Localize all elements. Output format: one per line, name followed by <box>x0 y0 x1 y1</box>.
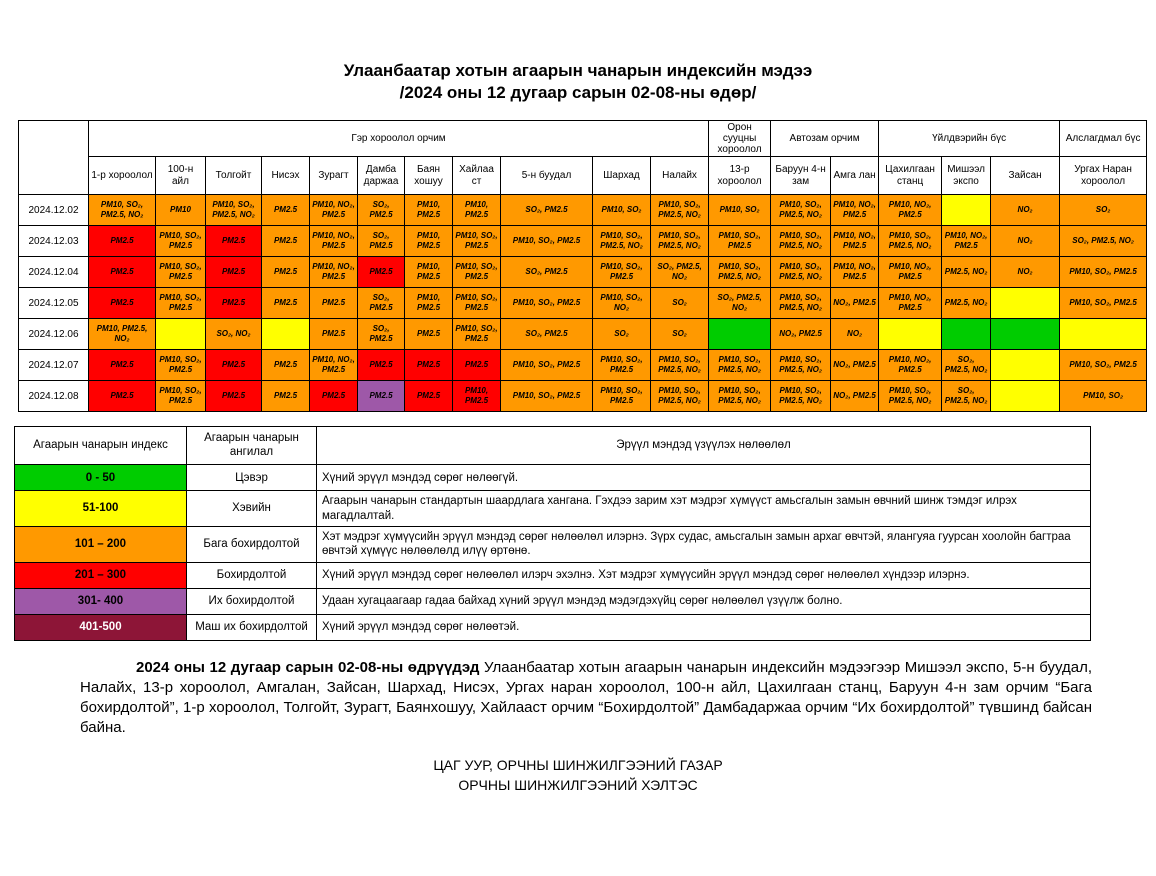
aqi-cell: PM10, SO₂, PM2.5, NO₂ <box>651 226 709 257</box>
aqi-cell: PM2.5 <box>89 381 156 412</box>
aqi-cell: SO₂, PM2.5 <box>358 288 405 319</box>
aqi-cell: PM2.5 <box>262 257 310 288</box>
legend-row <box>15 526 1091 562</box>
aqi-cell: PM2.5 <box>262 226 310 257</box>
station-header-11: 13-р хороолол <box>709 157 771 195</box>
footer-agency: ЦАГ УУР, ОРЧНЫ ШИНЖИЛГЭЭНИЙ ГАЗАР <box>433 756 723 773</box>
date-cell: 2024.12.08 <box>19 381 89 412</box>
aqi-cell: PM10, SO₂, PM2.5, NO₂ <box>771 195 831 226</box>
aqi-cell: NO₂, PM2.5 <box>771 319 831 350</box>
aqi-cell: PM10, SO₂, PM2.5, NO₂ <box>879 226 942 257</box>
aqi-cell: PM10, SO₂, PM2.5, NO₂ <box>709 350 771 381</box>
aqi-cell: PM10, NO₂, PM2.5 <box>831 226 879 257</box>
aqi-cell: PM10, SO₂, PM2.5 <box>156 226 206 257</box>
aqi-cell: PM10, SO₂, PM2.5, NO₂ <box>771 257 831 288</box>
summary-lead: 2024 оны 12 дугаар сарын 02-08-ны өдрүүдэд <box>136 658 480 676</box>
aqi-range-cell: 201 – 300 <box>15 562 187 588</box>
aqi-cell: PM10, SO₂, PM2.5, NO₂ <box>709 381 771 412</box>
aqi-cell: PM2.5 <box>206 350 262 381</box>
date-cell: 2024.12.06 <box>19 319 89 350</box>
aqi-cell: PM2.5 <box>453 350 501 381</box>
summary-paragraph <box>80 658 1092 739</box>
summary-body: Улаанбаатар хотын агаарын чанарын индексийн мэдээгээр Мишээл экспо, 5-н буудал, Налайх, 13-р хороолол, Амгалан, Зайсан, Шархад, Нисэх, Ургах наран хороолол, 100-н айл, Цахилгаан станц, Баруун 4-н зам орчим “Бага бохирдолтой”, 1-р хороолол, Толгойт, Зурагт, Баянхошуу, Хайлааст орчим “Бохирдолтой” Дамбадаржаа орчим “Их бохирдолтой” түвшинд байсан байна. <box>80 658 1092 737</box>
aqi-cell <box>991 288 1060 319</box>
aqi-class-cell: Бага бохирдолтой <box>187 526 317 562</box>
aqi-cell: PM10, NO₂, PM2.5 <box>879 195 942 226</box>
aqi-cell: SO₂, PM2.5, NO₂ <box>651 257 709 288</box>
date-cell: 2024.12.07 <box>19 350 89 381</box>
aqi-cell: PM10, SO₂, PM2.5 <box>1060 350 1147 381</box>
legend-row <box>15 614 1091 640</box>
station-header-2: Толгойт <box>206 157 262 195</box>
aqi-cell: SO₂, PM2.5 <box>358 195 405 226</box>
aqi-cell: PM2.5 <box>89 350 156 381</box>
aqi-cell: NO₂ <box>991 226 1060 257</box>
aqi-cell: SO₂, PM2.5 <box>358 226 405 257</box>
aqi-cell: NO₂, PM2.5 <box>831 381 879 412</box>
legend-body <box>15 465 1091 641</box>
aqi-cell: PM10, SO₂, PM2.5, NO₂ <box>771 350 831 381</box>
aqi-cell: SO₂ <box>651 319 709 350</box>
station-header-15: Мишээл экспо <box>942 157 991 195</box>
aqi-cell: PM2.5 <box>358 350 405 381</box>
station-header-12: Баруун 4-н зам <box>771 157 831 195</box>
aqi-cell: NO₂ <box>991 257 1060 288</box>
aqi-cell <box>942 319 991 350</box>
aqi-cell: PM10, NO₂, PM2.5 <box>831 257 879 288</box>
aqi-cell: PM10, SO₂, PM2.5 <box>501 350 593 381</box>
aqi-class-cell: Хэвийн <box>187 491 317 527</box>
legend-row <box>15 562 1091 588</box>
aqi-table <box>18 120 1147 412</box>
aqi-cell <box>262 319 310 350</box>
aqi-class-cell: Их бохирдолтой <box>187 588 317 614</box>
legend-row <box>15 491 1091 527</box>
aqi-range-cell: 51-100 <box>15 491 187 527</box>
health-effect-cell: Агаарын чанарын стандартын шаардлага хангана. Гэхдээ зарим хэт мэдрэг хүмүүст амьсгалын замын өвчний шинж тэмдэг илрэх магадлалтай. <box>317 491 1091 527</box>
station-header-4: Зурагт <box>310 157 358 195</box>
aqi-row <box>19 350 1147 381</box>
aqi-cell <box>991 381 1060 412</box>
legend-row <box>15 588 1091 614</box>
aqi-cell: PM10, SO₂, PM2.5, NO₂ <box>771 381 831 412</box>
aqi-class-cell: Цэвэр <box>187 465 317 491</box>
aqi-cell: SO₂, PM2.5, NO₂ <box>1060 226 1147 257</box>
station-header-0: 1-р хороолол <box>89 157 156 195</box>
aqi-cell: NO₂, PM2.5 <box>831 350 879 381</box>
health-effect-cell: Хүний эрүүл мэндэд сөрөг нөлөөгүй. <box>317 465 1091 491</box>
aqi-cell: SO₂, PM2.5, NO₂ <box>942 350 991 381</box>
aqi-cell <box>156 319 206 350</box>
page-title <box>0 60 1156 104</box>
aqi-cell: PM10, NO₂, PM2.5 <box>310 226 358 257</box>
aqi-cell: PM2.5 <box>262 195 310 226</box>
aqi-cell: PM10, SO₂, PM2.5, NO₂ <box>651 381 709 412</box>
aqi-row <box>19 195 1147 226</box>
aqi-cell: PM2.5 <box>262 381 310 412</box>
station-header-16: Зайсан <box>991 157 1060 195</box>
aqi-class-cell: Маш их бохирдолтой <box>187 614 317 640</box>
aqi-head <box>19 121 1147 195</box>
date-cell: 2024.12.02 <box>19 195 89 226</box>
health-effect-cell: Хүний эрүүл мэндэд сөрөг нөлөөлөл илэрч эхэлнэ. Хэт мэдрэг хүмүүсийн эрүүл мэндэд сөрөг нөлөөлөл хүндээр илэрнэ. <box>317 562 1091 588</box>
zone-group-header-0: Гэр хороолол орчим <box>89 121 709 157</box>
aqi-station-row <box>19 157 1147 195</box>
aqi-cell: NO₂, PM2.5 <box>831 288 879 319</box>
aqi-cell: PM2.5 <box>358 257 405 288</box>
date-column-header <box>19 121 89 195</box>
aqi-cell: PM2.5 <box>262 288 310 319</box>
aqi-cell <box>991 319 1060 350</box>
aqi-cell: PM10, SO₂, PM2.5 <box>156 381 206 412</box>
aqi-cell: PM10, SO₂, PM2.5 <box>156 350 206 381</box>
station-header-10: Налайх <box>651 157 709 195</box>
legend-table <box>14 426 1091 641</box>
footer-division: ОРЧНЫ ШИНЖИЛГЭЭНИЙ ХЭЛТЭС <box>458 776 698 793</box>
health-effect-cell: Хүний эрүүл мэндэд сөрөг нөлөөтэй. <box>317 614 1091 640</box>
legend-head <box>15 427 1091 465</box>
aqi-cell: PM10, PM2.5 <box>405 226 453 257</box>
station-header-1: 100-н айл <box>156 157 206 195</box>
aqi-cell: SO₂ <box>593 319 651 350</box>
aqi-cell: PM10, SO₂, PM2.5 <box>1060 257 1147 288</box>
aqi-cell: PM10, SO₂, PM2.5 <box>453 319 501 350</box>
legend-header-2: Эрүүл мэндэд үзүүлэх нөлөөлөл <box>317 427 1091 465</box>
date-cell: 2024.12.03 <box>19 226 89 257</box>
aqi-cell: PM10, SO₂ <box>593 195 651 226</box>
aqi-cell: SO₂ <box>651 288 709 319</box>
aqi-range-cell: 301- 400 <box>15 588 187 614</box>
aqi-cell: PM10, SO₂, PM2.5, NO₂ <box>709 257 771 288</box>
aqi-cell: PM2.5 <box>310 381 358 412</box>
aqi-row <box>19 381 1147 412</box>
aqi-cell: PM2.5 <box>89 257 156 288</box>
aqi-cell: PM10, PM2.5 <box>453 381 501 412</box>
aqi-cell: PM10, SO₂, PM2.5 <box>453 288 501 319</box>
station-header-5: Дамба даржаа <box>358 157 405 195</box>
aqi-cell: PM10, NO₂, PM2.5 <box>942 226 991 257</box>
zone-group-header-4: Алслагдмал бүс <box>1060 121 1147 157</box>
aqi-cell <box>1060 319 1147 350</box>
aqi-cell: PM10, SO₂, PM2.5 <box>593 381 651 412</box>
aqi-cell: SO₂, PM2.5 <box>501 257 593 288</box>
aqi-cell: PM10, SO₂, PM2.5, NO₂ <box>89 195 156 226</box>
aqi-cell: PM10, SO₂, PM2.5 <box>453 226 501 257</box>
aqi-cell: PM10, SO₂, PM2.5, NO₂ <box>651 350 709 381</box>
zone-group-header-1: Орон сууцны хороолол <box>709 121 771 157</box>
zone-group-header-3: Үйлдвэрийн бүс <box>879 121 1060 157</box>
aqi-cell: SO₂, PM2.5 <box>358 319 405 350</box>
aqi-cell: PM10, SO₂, PM2.5 <box>501 381 593 412</box>
aqi-range-cell: 0 - 50 <box>15 465 187 491</box>
aqi-cell: PM10, SO₂, PM2.5 <box>709 226 771 257</box>
aqi-cell: SO₂, PM2.5, NO₂ <box>942 381 991 412</box>
aqi-cell: PM2.5, NO₂ <box>942 288 991 319</box>
station-header-14: Цахилгаан станц <box>879 157 942 195</box>
aqi-cell: SO₂, PM2.5, NO₂ <box>709 288 771 319</box>
aqi-cell <box>942 195 991 226</box>
aqi-cell: PM2.5 <box>310 288 358 319</box>
aqi-cell: PM10, PM2.5 <box>405 257 453 288</box>
zone-group-header-2: Автозам орчим <box>771 121 879 157</box>
aqi-cell: PM10, SO₂, PM2.5, NO₂ <box>206 195 262 226</box>
aqi-cell: PM10, SO₂, PM2.5 <box>1060 288 1147 319</box>
aqi-cell: PM10, SO₂, PM2.5, NO₂ <box>771 226 831 257</box>
aqi-row <box>19 319 1147 350</box>
aqi-row <box>19 226 1147 257</box>
aqi-cell: PM10, NO₂, PM2.5 <box>879 257 942 288</box>
date-cell: 2024.12.04 <box>19 257 89 288</box>
aqi-cell: PM10, NO₂, PM2.5 <box>879 288 942 319</box>
aqi-cell <box>879 319 942 350</box>
aqi-cell: SO₂ <box>1060 195 1147 226</box>
aqi-cell: PM10, SO₂, PM2.5, NO₂ <box>651 195 709 226</box>
aqi-cell: PM10, NO₂, PM2.5 <box>310 350 358 381</box>
aqi-cell: PM10, SO₂, PM2.5 <box>156 257 206 288</box>
aqi-cell: PM2.5 <box>405 381 453 412</box>
aqi-cell: PM10, PM2.5 <box>405 288 453 319</box>
aqi-cell: PM10, SO₂, PM2.5 <box>453 257 501 288</box>
aqi-cell: PM2.5 <box>358 381 405 412</box>
aqi-cell <box>991 350 1060 381</box>
aqi-cell: PM10, NO₂, PM2.5 <box>879 350 942 381</box>
station-header-8: 5-н буудал <box>501 157 593 195</box>
aqi-cell: PM2.5, NO₂ <box>942 257 991 288</box>
aqi-cell: PM10, SO₂, NO₂ <box>593 288 651 319</box>
aqi-cell: PM10, NO₂, PM2.5 <box>310 257 358 288</box>
aqi-cell: PM10, SO₂, PM2.5 <box>501 288 593 319</box>
aqi-cell: PM10, NO₂, PM2.5 <box>831 195 879 226</box>
aqi-range-cell: 101 – 200 <box>15 526 187 562</box>
report-page <box>0 60 1156 876</box>
aqi-class-cell: Бохирдолтой <box>187 562 317 588</box>
aqi-cell: PM2.5 <box>405 350 453 381</box>
aqi-cell: SO₂, PM2.5 <box>501 195 593 226</box>
station-header-9: Шархад <box>593 157 651 195</box>
aqi-cell: PM10, NO₂, PM2.5 <box>310 195 358 226</box>
aqi-cell: PM10, SO₂ <box>1060 381 1147 412</box>
aqi-cell: PM2.5 <box>262 350 310 381</box>
legend-row <box>15 465 1091 491</box>
station-header-7: Хайлаа ст <box>453 157 501 195</box>
aqi-cell: PM2.5 <box>206 288 262 319</box>
aqi-cell: PM10, SO₂, PM2.5 <box>501 226 593 257</box>
aqi-cell: PM2.5 <box>206 257 262 288</box>
health-effect-cell: Удаан хугацаагаар гадаа байхад хүний эрүүл мэндэд мэдэгдэхүйц сөрөг нөлөөлөл үзүүлж болно. <box>317 588 1091 614</box>
aqi-cell: NO₂ <box>991 195 1060 226</box>
aqi-cell: PM2.5 <box>405 319 453 350</box>
aqi-cell: PM10, SO₂, PM2.5 <box>593 350 651 381</box>
aqi-cell: PM2.5 <box>310 319 358 350</box>
aqi-row <box>19 288 1147 319</box>
aqi-cell: PM2.5 <box>206 381 262 412</box>
aqi-cell: PM10, SO₂, PM2.5 <box>156 288 206 319</box>
aqi-cell: PM2.5 <box>89 226 156 257</box>
aqi-cell: PM2.5 <box>89 288 156 319</box>
aqi-cell: PM10, PM2.5 <box>453 195 501 226</box>
page-title-line2: /2024 оны 12 дугаар сарын 02-08-ны өдөр/ <box>399 83 757 103</box>
aqi-body <box>19 195 1147 412</box>
aqi-range-cell: 401-500 <box>15 614 187 640</box>
aqi-cell: PM10, SO₂, PM2.5, NO₂ <box>771 288 831 319</box>
station-header-6: Баян хошуу <box>405 157 453 195</box>
aqi-cell: PM2.5 <box>206 226 262 257</box>
aqi-cell: NO₂ <box>831 319 879 350</box>
aqi-group-row <box>19 121 1147 157</box>
aqi-cell: PM10, PM2.5 <box>405 195 453 226</box>
legend-header-1: Агаарын чанарын ангилал <box>187 427 317 465</box>
station-header-17: Ургах Наран хороолол <box>1060 157 1147 195</box>
footer <box>0 755 1156 796</box>
aqi-cell: SO₂, PM2.5 <box>501 319 593 350</box>
aqi-cell <box>709 319 771 350</box>
station-header-3: Нисэх <box>262 157 310 195</box>
aqi-cell: PM10, SO₂, PM2.5, NO₂ <box>593 226 651 257</box>
aqi-cell: PM10, PM2.5, NO₂ <box>89 319 156 350</box>
page-title-line1: Улаанбаатар хотын агаарын чанарын индексийн мэдээ <box>343 61 813 80</box>
aqi-cell: PM10, SO₂, PM2.5, NO₂ <box>879 381 942 412</box>
aqi-cell: PM10 <box>156 195 206 226</box>
aqi-cell: SO₂, NO₂ <box>206 319 262 350</box>
aqi-cell: PM10, SO₂ <box>709 195 771 226</box>
legend-header-row <box>15 427 1091 465</box>
aqi-row <box>19 257 1147 288</box>
aqi-cell: PM10, SO₂, PM2.5 <box>593 257 651 288</box>
date-cell: 2024.12.05 <box>19 288 89 319</box>
station-header-13: Амга лан <box>831 157 879 195</box>
legend-header-0: Агаарын чанарын индекс <box>15 427 187 465</box>
health-effect-cell: Хэт мэдрэг хүмүүсийн эрүүл мэндэд сөрөг нөлөөлөл илэрнэ. Зүрх судас, амьсгалын замын архаг өвчтэй, ялангуяа гуурсан хоолойн багтраа өвчтэй хүмүүс нөлөөлөлд илүү өртөнө. <box>317 526 1091 562</box>
